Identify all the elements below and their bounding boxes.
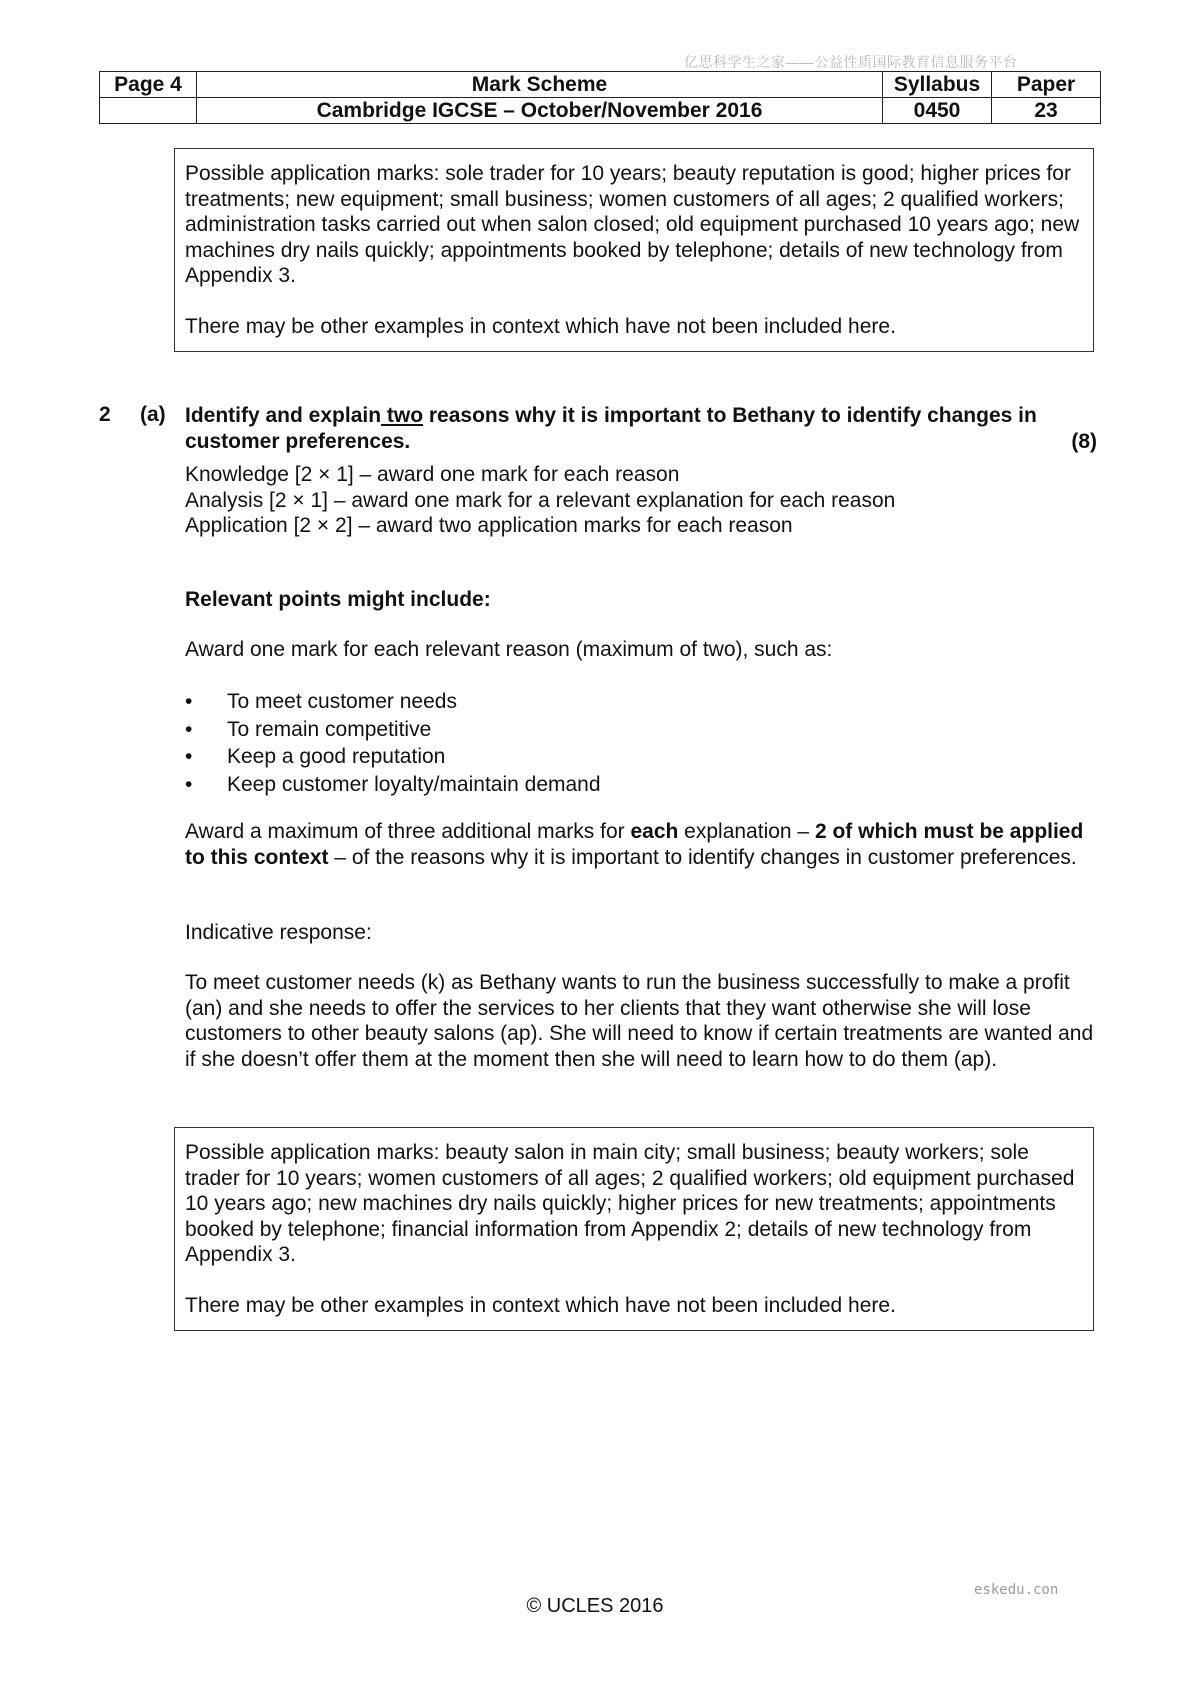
- header-paper-label: Paper: [992, 72, 1101, 98]
- watermark-bottom: eskedu.con: [974, 1582, 1059, 1598]
- criteria-analysis: Analysis [2 × 1] – award one mark for a relevant explanation for each reason: [185, 488, 896, 512]
- header-subtitle: Cambridge IGCSE – October/November 2016: [197, 98, 883, 124]
- header-syllabus-value: 0450: [883, 98, 992, 124]
- question-part: (a): [140, 403, 166, 426]
- header-title: Mark Scheme: [197, 72, 883, 98]
- criteria-knowledge: Knowledge [2 × 1] – award one mark for each reason: [185, 463, 680, 486]
- indicative-label: Indicative response:: [185, 921, 372, 944]
- header-blank-cell: [100, 98, 197, 124]
- bullet-icon: •: [185, 690, 193, 713]
- award-intro: Award one mark for each relevant reason (maximum of two), such as:: [185, 638, 833, 661]
- question-text-underlined: two: [381, 404, 424, 427]
- list-item: [185, 717, 1097, 745]
- criteria-application: Application [2 × 2] – award two application marks for each reason: [185, 514, 793, 537]
- application-box-2: [174, 1127, 1094, 1331]
- bullet-icon: •: [185, 745, 193, 768]
- header-paper-value: 23: [992, 98, 1101, 124]
- application-marks-text: Possible application marks: beauty salon in main city; small business; beauty workers; sole trader for 10 years; women customers of all ages; 2 qualified workers; old equipment purchased 10 years ago; new machines dry nails quickly; higher prices for new treatments; appointments booked by telephone; financial information from Appendix 2; details of new technology from Appendix 3.: [185, 1141, 1075, 1266]
- additional-part-3: – of the reasons why it is important to identify changes in customer preferences.: [328, 845, 1077, 869]
- additional-bold-2: 2 of which must be applied to this context: [185, 820, 1084, 869]
- other-examples-text: There may be other examples in context which have not been included here.: [185, 1293, 896, 1317]
- bullet-icon: •: [185, 772, 193, 796]
- header-page: Page 4: [100, 72, 197, 98]
- header-syllabus-label: Syllabus: [883, 72, 992, 98]
- relevant-heading: Relevant points might include:: [185, 588, 491, 611]
- question-number: 2: [99, 403, 111, 426]
- header-table: [99, 71, 1101, 124]
- application-box-1: [174, 148, 1094, 352]
- additional-part-1: Award a maximum of three additional marks for: [185, 820, 631, 843]
- list-item: [185, 744, 1097, 772]
- criteria-block: [185, 462, 1097, 539]
- question-marks: (8): [1071, 429, 1097, 453]
- list-item-text: Keep a good reputation: [227, 745, 446, 768]
- question-text-start: Identify and explain: [185, 404, 382, 427]
- bullet-list: [185, 689, 1097, 799]
- application-marks-text: Possible application marks: sole trader for 10 years; beauty reputation is good; higher prices for treatments; new equipment; small business; women customers of all ages; 2 qualified workers; administration tasks carried out when salon closed; old equipment purchased 10 years ago; new machines dry nails quickly; appointments booked by telephone; details of new technology from Appendix 3.: [185, 162, 1080, 287]
- list-item-text: To remain competitive: [227, 717, 432, 741]
- footer-copyright: © UCLES 2016: [526, 1595, 664, 1617]
- other-examples-text: There may be other examples in context which have not been included here.: [185, 314, 896, 338]
- bullet-icon: •: [185, 717, 193, 741]
- list-item: [185, 689, 1097, 717]
- additional-bold-1: each: [630, 820, 679, 843]
- additional-marks-text: [185, 819, 1097, 870]
- list-item: [185, 772, 1097, 800]
- watermark-top: 亿思科学生之家——公益性质国际教育信息服务平台: [684, 54, 1018, 70]
- additional-part-2: explanation –: [678, 820, 815, 843]
- list-item-text: Keep customer loyalty/maintain demand: [227, 772, 601, 796]
- question-text-end: reasons why it is important to Bethany to identify changes in customer preferences.: [185, 404, 1037, 453]
- indicative-response: To meet customer needs (k) as Bethany wants to run the business successfully to make a profit (an) and she needs to offer the services to her clients that they want otherwise she will lose customers to other beauty salons (ap). She will need to know if certain treatments are wanted and if she doesn’t offer them at the moment then she will need to learn how to do them (ap).: [185, 971, 1094, 1071]
- list-item-text: To meet customer needs: [227, 690, 457, 713]
- question-text: [185, 403, 1097, 454]
